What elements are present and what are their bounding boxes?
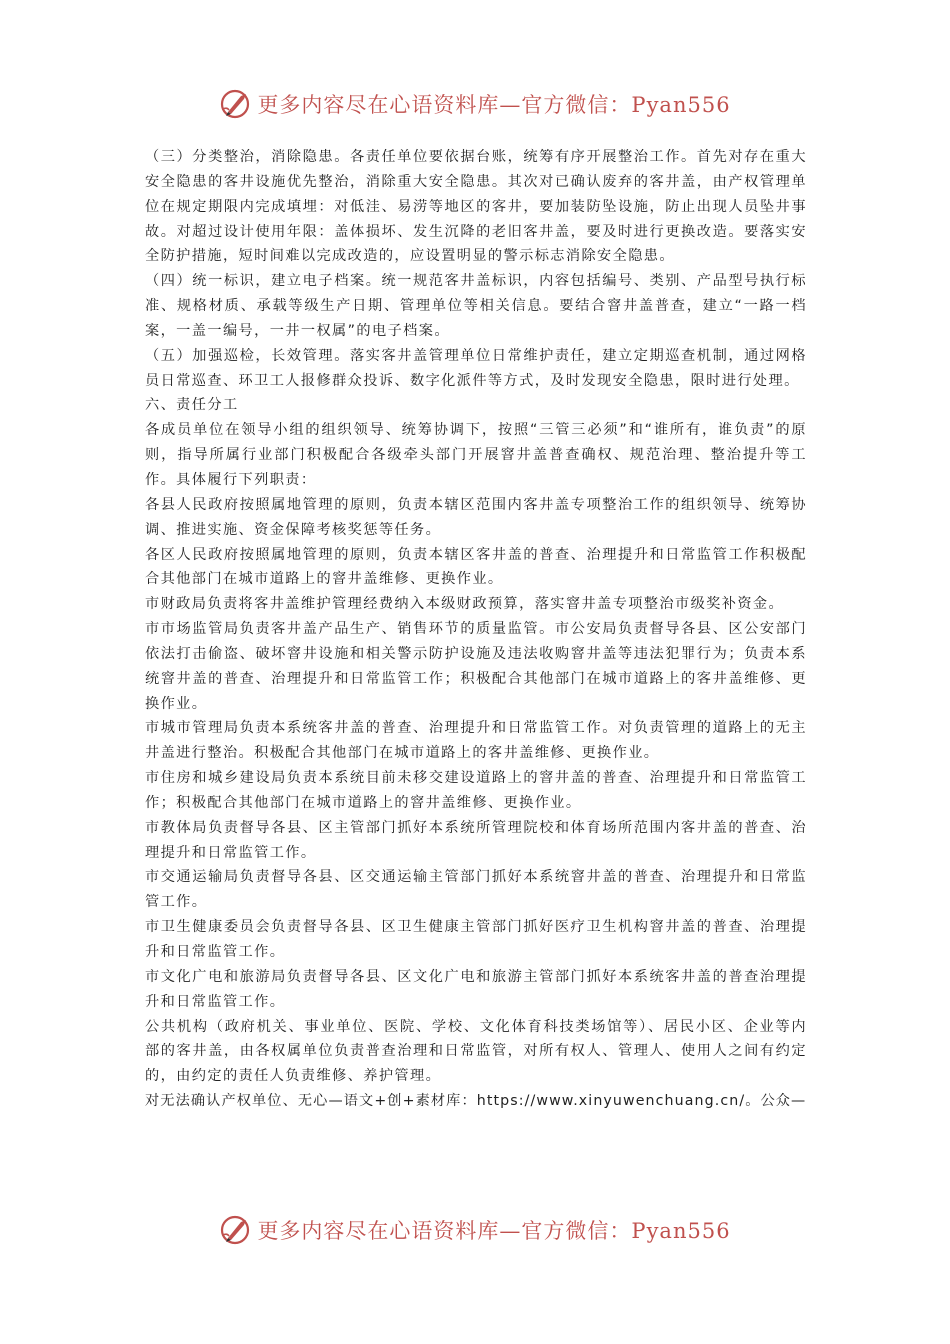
paragraph-unknown-ownership: 对无法确认产权单位、无心—语文+创+素材库：https://www.xinyuwenchuang.cn/。公众—	[145, 1093, 807, 1110]
header-banner-text: 更多内容尽在心语资料库—官方微信：Pyan556	[257, 93, 731, 117]
paragraph-health-commission: 市卫生健康委员会负责督导各县、区卫生健康主管部门抓好医疗卫生机构窨井盖的普查、治理提升和日常监管工作。	[145, 919, 807, 960]
paragraph-public-institutions: 公共机构（政府机关、事业单位、医院、学校、文化体育科技类场馆等）、居民小区、企业等内部的客井盖，由各权属单位负责普查治理和日常监管，对所有权人、管理人、使用人之间有约定的，由约定的责任人负责维修、养护管理。	[145, 1018, 807, 1085]
paragraph-county-government: 各县人民政府按照属地管理的原则，负责本辖区范围内客井盖专项整治工作的组织领导、统筹协调、推进实施、资金保障考核奖惩等任务。	[145, 496, 807, 538]
footer-banner-text: 更多内容尽在心语资料库—官方微信：Pyan556	[257, 1219, 731, 1243]
header-banner	[0, 84, 950, 124]
paragraph-3-classify: （三）分类整治，消除隐患。各责任单位要依据台账，统筹有序开展整治工作。首先对存在重大安全隐患的客井设施优先整治，消除重大安全隐患。其次对已确认废弃的客井盖，由产权管理单位在规定期限内完成填埋：对低洼、易涝等地区的客井，要加装防坠设施，防止出现人员坠井事故。对超过设计使用年限：盖体损坏、发生沉降的老旧客井盖，要及时进行更换改造。要落实安全防护措施，短时间难以完成改造的，应设置明显的警示标志消除安全隐患。	[145, 149, 807, 265]
paragraph-5-inspection: （五）加强巡检，长效管理。落实客井盖管理单位日常维护责任，建立定期巡查机制，通过网格员日常巡查、环卫工人报修群众投诉、数字化派件等方式，及时发现安全隐患，限时进行处理。	[145, 347, 807, 389]
paragraph-4-identification: （四）统一标识，建立电子档案。统一规范客井盖标识，内容包括编号、类别、产品型号执行标准、规格材质、承载等级生产日期、管理单位等相关信息。要结合窨井盖普查，建立“一路一档案，一盖一编号，一井一权属”的电子档案。	[145, 273, 807, 339]
pen-nib-logo-icon	[219, 87, 253, 121]
section-heading-responsibilities: 六、责任分工	[145, 397, 239, 414]
document-body	[145, 145, 807, 1114]
footer-banner	[0, 1210, 950, 1250]
paragraph-housing-bureau: 市住房和城乡建设局负责本系统目前未移交建设道路上的窨井盖的普查、治理提升和日常监管工作；积极配合其他部门在城市道路上的窨井盖维修、更换作业。	[145, 770, 807, 811]
paragraph-member-units: 各成员单位在领导小组的组织领导、统筹协调下，按照“三管三必须”和“谁所有，谁负责”的原则，指导所属行业部门积极配合各级牵头部门开展窨井盖普查确权、规范治理、整治提升等工作。具体履行下列职责：	[145, 422, 807, 488]
paragraph-education-sports: 市教体局负责督导各县、区主管部门抓好本系统所管理院校和体育场所范围内客井盖的普查、治理提升和日常监管工作。	[145, 819, 807, 861]
paragraph-culture-tourism: 市文化广电和旅游局负责督导各县、区文化广电和旅游主管部门抓好本系统客井盖的普查治理提升和日常监管工作。	[145, 968, 807, 1010]
paragraph-transport-bureau: 市交通运输局负责督导各县、区交通运输主管部门抓好本系统窨井盖的普查、治理提升和日常监管工作。	[145, 869, 807, 911]
paragraph-finance-bureau: 市财政局负责将客井盖维护管理经费纳入本级财政预算，落实窨井盖专项整治市级奖补资金。	[145, 596, 785, 613]
pen-nib-logo-icon	[219, 1213, 253, 1247]
paragraph-city-management: 市城市管理局负责本系统客井盖的普查、治理提升和日常监管工作。对负责管理的道路上的无主井盖进行整治。积极配合其他部门在城市道路上的客井盖维修、更换作业。	[145, 720, 807, 762]
paragraph-market-supervision: 市市场监管局负责客井盖产品生产、销售环节的质量监管。市公安局负责督导各县、区公安部门依法打击偷盗、破坏窨井设施和相关警示防护设施及违法收购窨井盖等违法犯罪行为；负责本系统窨井盖的普查、治理提升和日常监管工作；积极配合其他部门在城市道路上的客井盖维修、更换作业。	[145, 621, 807, 712]
paragraph-district-government: 各区人民政府按照属地管理的原则，负责本辖区客井盖的普查、治理提升和日常监管工作积极配合其他部门在城市道路上的窨井盖维修、更换作业。	[145, 546, 807, 588]
